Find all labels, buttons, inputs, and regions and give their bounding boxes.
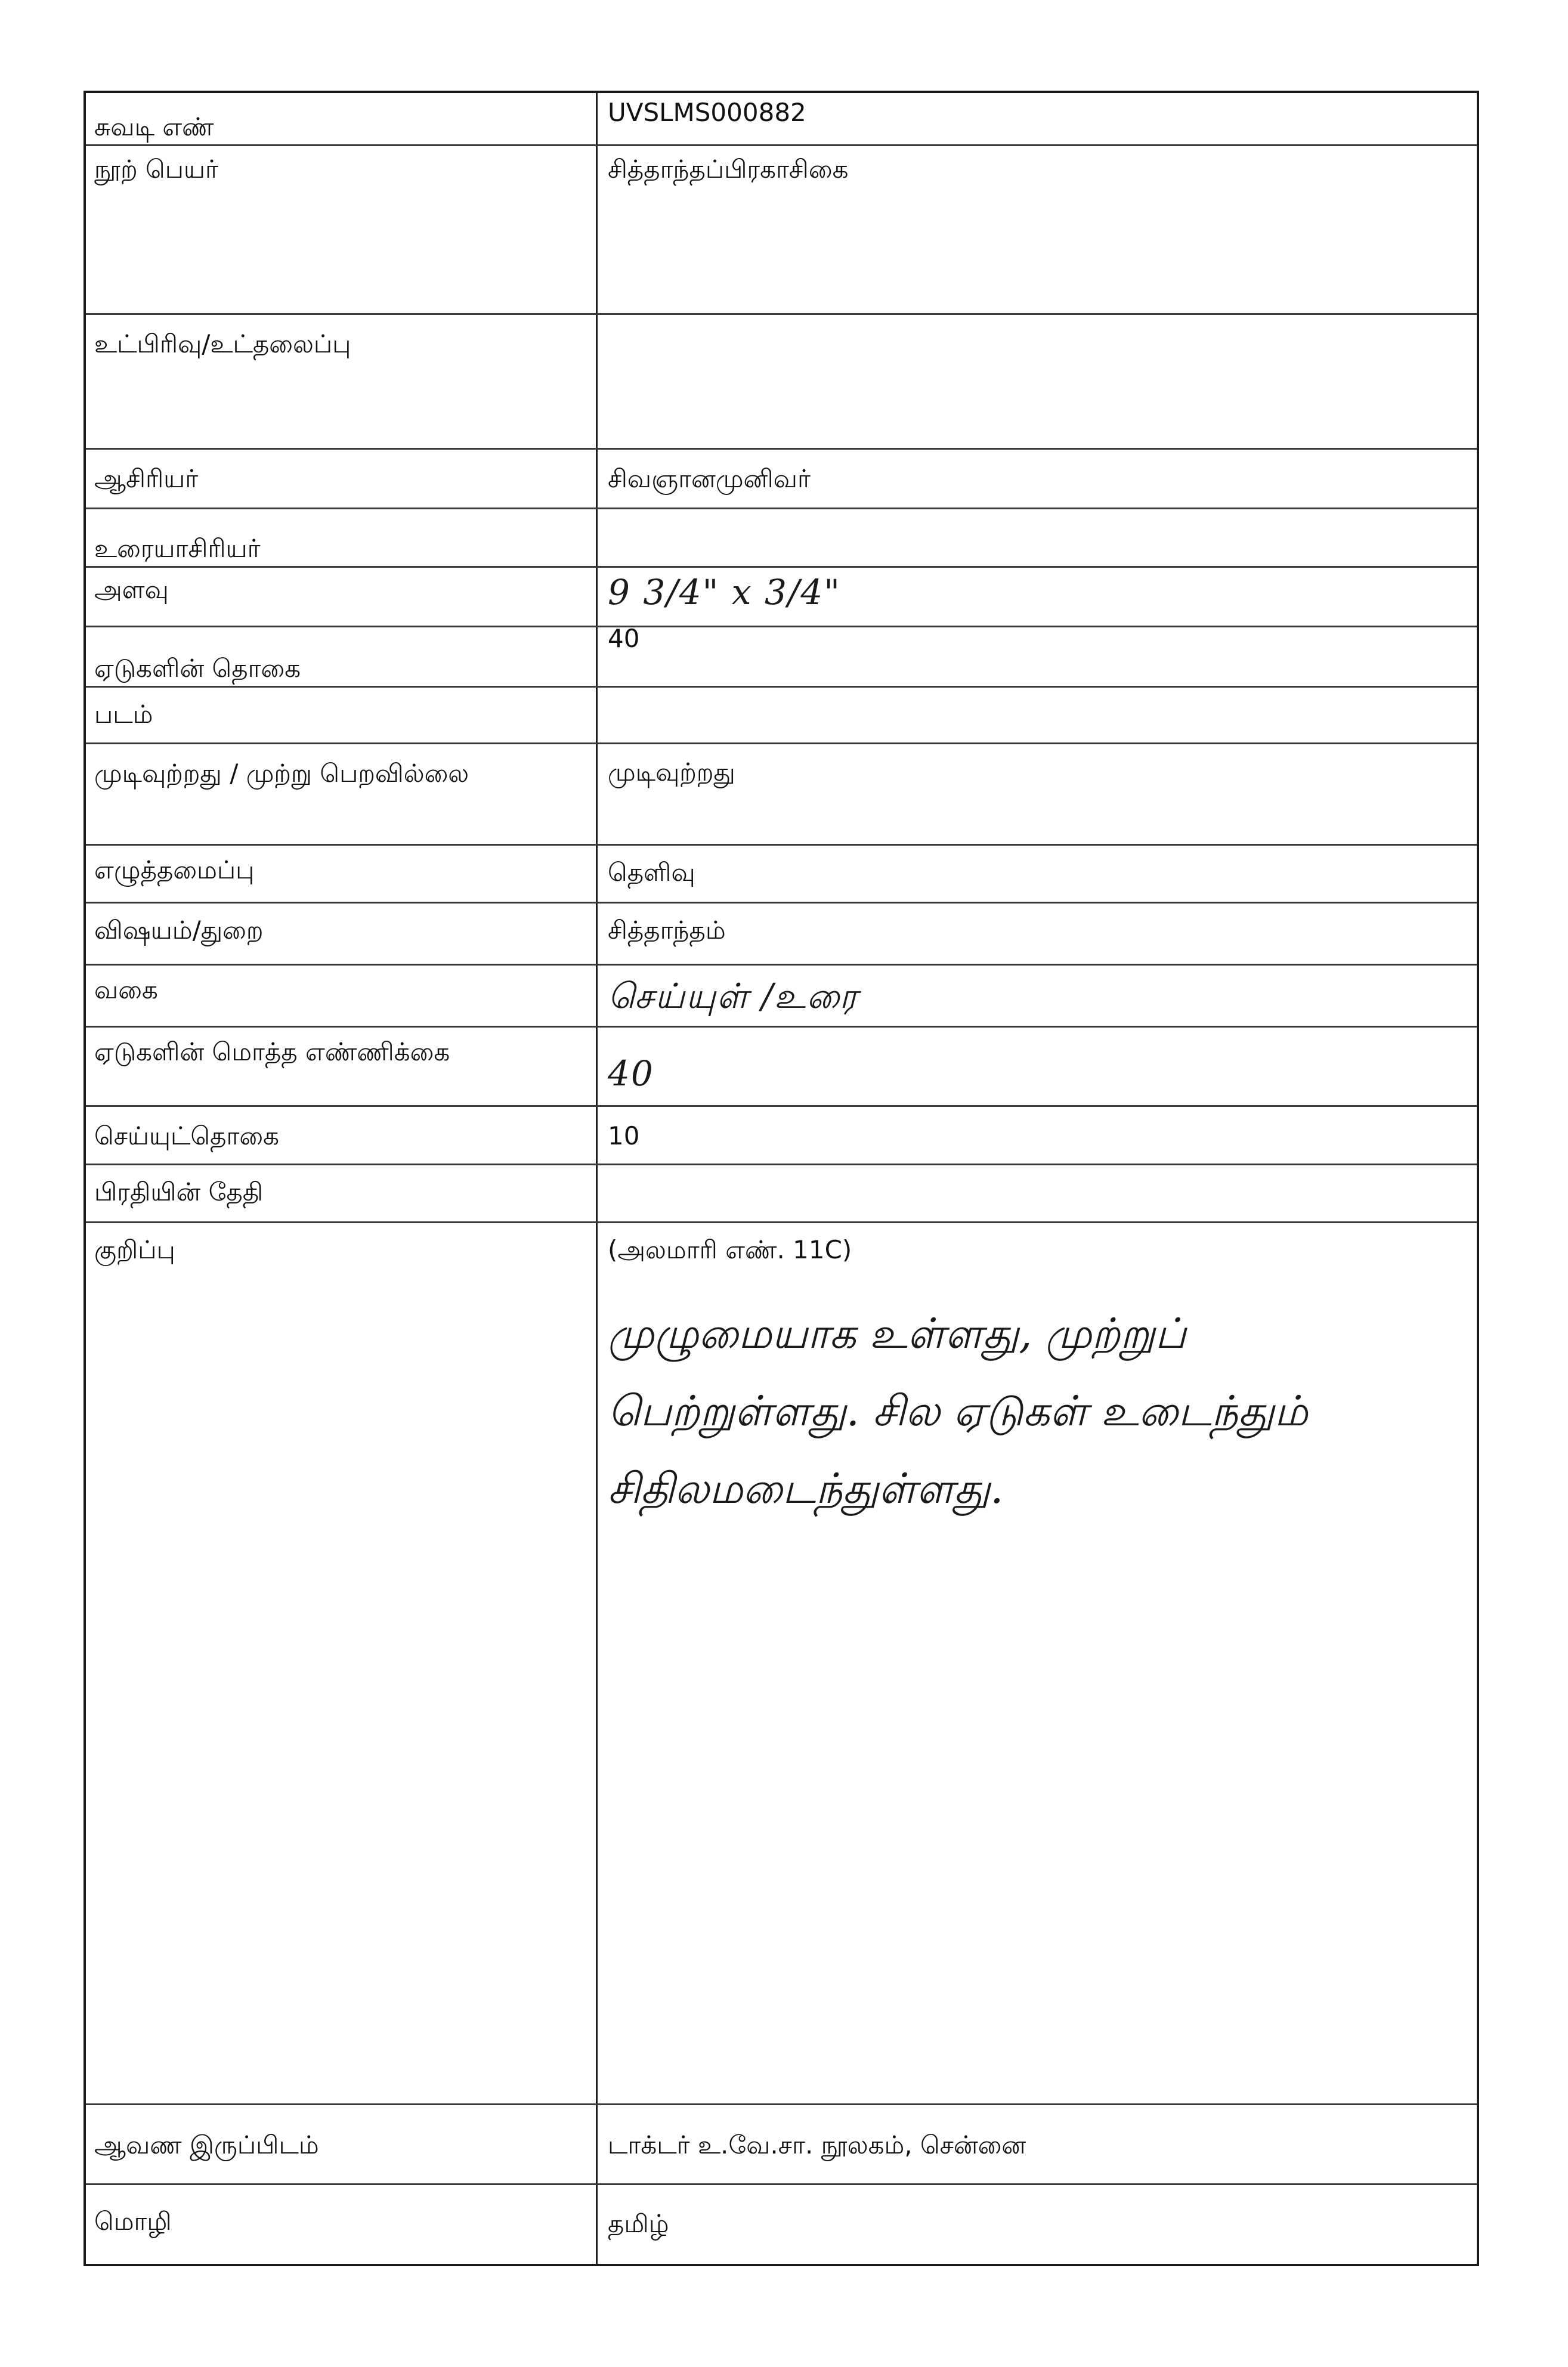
value-total-leaves: 40 [608, 1053, 654, 1094]
value-script-quality: தெளிவு [608, 858, 695, 887]
value-author: சிவஞானமுனிவர் [608, 464, 811, 493]
row-total-leaves [86, 1026, 1477, 1105]
label-total-leaves: ஏடுகளின் மொத்த எண்ணிக்கை [94, 1037, 450, 1066]
row-type [86, 964, 1477, 1026]
label-manuscript-number: சுவடி எண் [94, 112, 214, 141]
row-commentator [86, 508, 1477, 566]
row-subject [86, 902, 1477, 964]
label-commentator: உரையாசிரியர் [94, 534, 261, 563]
row-author [86, 448, 1477, 508]
value-note-shelf: (அலமாரி எண். 11C) [608, 1235, 852, 1264]
label-copy-date: பிரதியின் தேதி [94, 1177, 264, 1206]
value-leaf-count: 40 [608, 624, 640, 653]
row-image [86, 686, 1477, 742]
row-size [86, 566, 1477, 626]
row-verse-count [86, 1105, 1477, 1164]
value-manuscript-number: UVSLMS000882 [608, 98, 806, 127]
label-size: அளவு [94, 575, 169, 604]
value-language: தமிழ் [608, 2209, 669, 2238]
label-language: மொழி [94, 2207, 172, 2236]
label-note: குறிப்பு [94, 1235, 175, 1264]
row-archive-location [86, 2103, 1477, 2183]
note-line: சிதிலமடைந்துள்ளது. [608, 1464, 1004, 1513]
row-script-quality [86, 844, 1477, 902]
row-title [86, 144, 1477, 313]
value-archive-location: டாக்டர் உ.வே.சா. நூலகம், சென்னை [608, 2130, 1026, 2159]
label-image: படம் [94, 700, 153, 729]
note-line: முழுமையாக உள்ளது, முற்றுப் [608, 1309, 1186, 1358]
label-verse-count: செய்யுட்தொகை [94, 1121, 279, 1150]
value-title: சித்தாந்தப்பிரகாசிகை [608, 154, 849, 184]
manuscript-record-sheet [83, 91, 1479, 2266]
value-completion: முடிவுற்றது [608, 757, 735, 787]
label-subject: விஷயம்/துறை [94, 915, 264, 945]
value-type: செய்யுள் /உரை [608, 976, 859, 1016]
label-subdivision: உட்பிரிவு/உட்தலைப்பு [94, 329, 351, 358]
label-author: ஆசிரியர் [94, 464, 199, 493]
row-language [86, 2183, 1477, 2265]
value-subject: சித்தாந்தம் [608, 915, 726, 945]
row-leaf-count [86, 626, 1477, 686]
row-manuscript-number [86, 93, 1477, 144]
value-size: 9 3/4" x 3/4" [608, 572, 841, 612]
label-leaf-count: ஏடுகளின் தொகை [94, 654, 301, 683]
row-copy-date [86, 1164, 1477, 1221]
value-verse-count: 10 [608, 1121, 640, 1150]
note-line: பெற்றுள்ளது. சில ஏடுகள் உடைந்தும் [608, 1387, 1309, 1435]
row-note [86, 1221, 1477, 2103]
row-completion [86, 742, 1477, 844]
label-archive-location: ஆவண இருப்பிடம் [94, 2130, 319, 2159]
label-type: வகை [94, 975, 158, 1004]
label-completion: முடிவுற்றது / முற்று பெறவில்லை [94, 759, 469, 788]
label-title: நூற் பெயர் [94, 154, 218, 184]
handwritten-note [608, 1295, 1467, 1527]
row-subdivision [86, 313, 1477, 448]
label-script-quality: எழுத்தமைப்பு [94, 855, 255, 884]
